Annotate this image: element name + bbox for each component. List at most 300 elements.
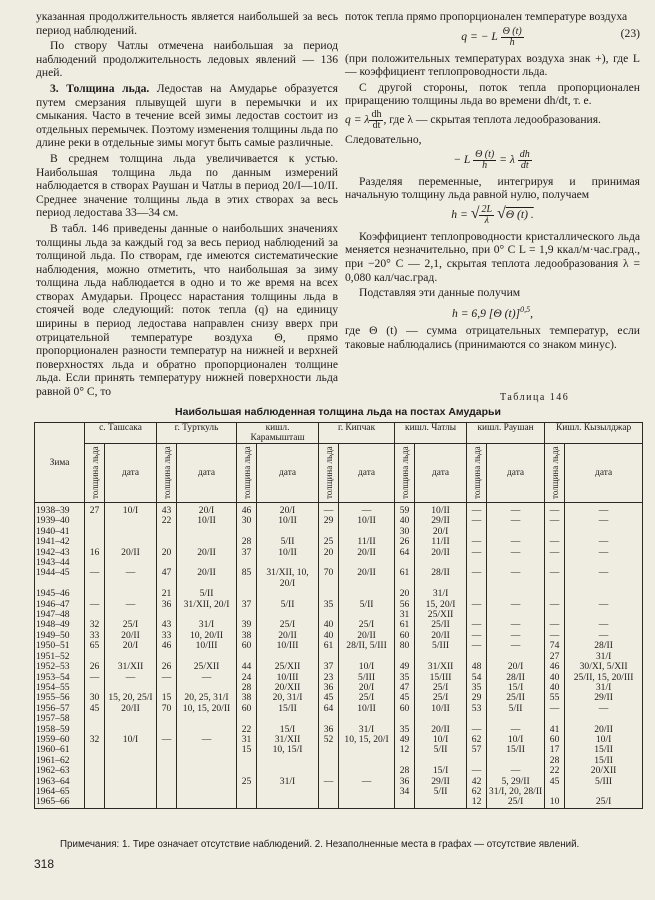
date-cell: 25/I <box>339 620 395 630</box>
thickness-cell <box>467 558 487 568</box>
winter-header: Зима <box>35 423 85 503</box>
date-cell <box>339 527 395 537</box>
date-cell <box>177 652 237 662</box>
thickness-cell <box>319 610 339 620</box>
thickness-cell: — <box>545 568 565 589</box>
table-row <box>35 735 643 745</box>
date-cell: 15/II <box>565 745 643 755</box>
date-cell: 20/I <box>257 503 319 517</box>
date-cell: 5/II <box>339 600 395 610</box>
date-cell <box>339 558 395 568</box>
thickness-cell <box>237 766 257 776</box>
date-cell: 20/II <box>177 548 237 558</box>
date-cell <box>565 610 643 620</box>
thickness-cell <box>85 527 105 537</box>
table-note: Примечания: 1. Тире означает отсутствие наблюдений. 2. Незаполненные места в графах — отсутствие явлений. <box>60 839 580 850</box>
date-cell <box>415 652 467 662</box>
thickness-cell: 28 <box>237 683 257 693</box>
thickness-cell: — <box>319 503 339 517</box>
date-cell <box>177 714 237 724</box>
thickness-cell: 61 <box>395 620 415 630</box>
date-cell <box>487 527 545 537</box>
thickness-cell <box>319 745 339 755</box>
date-cell <box>257 787 319 797</box>
table-row <box>35 641 643 651</box>
date-cell: 20/II <box>177 568 237 589</box>
fraction <box>479 205 494 226</box>
thickness-cell <box>157 652 177 662</box>
table-row <box>35 797 643 808</box>
winter-cell: 1947–48 <box>35 610 85 620</box>
date-cell: 5/II <box>177 589 237 599</box>
date-cell: 5/II <box>415 745 467 755</box>
winter-cell: 1954–55 <box>35 683 85 693</box>
thickness-cell: 48 <box>467 662 487 672</box>
thickness-cell <box>319 714 339 724</box>
date-cell <box>177 787 237 797</box>
date-cell <box>487 558 545 568</box>
date-cell <box>339 787 395 797</box>
date-cell <box>177 527 237 537</box>
thickness-cell: 35 <box>467 683 487 693</box>
date-subheader: дата <box>177 444 237 503</box>
date-cell <box>257 714 319 724</box>
date-cell: 5, 29/II <box>487 777 545 787</box>
denominator: λ <box>484 214 489 226</box>
date-cell: — <box>105 673 157 683</box>
table-row <box>35 537 643 547</box>
table-row <box>35 589 643 599</box>
date-cell: 31/I, 20, 28/II <box>487 787 545 797</box>
date-cell: 31/XII, 10, 20/I <box>257 568 319 589</box>
date-cell: 15/I <box>415 766 467 776</box>
thickness-subheader <box>157 444 177 503</box>
thickness-cell: 45 <box>395 693 415 703</box>
thickness-cell: 37 <box>319 662 339 672</box>
thickness-cell: 27 <box>545 652 565 662</box>
thickness-cell: — <box>545 631 565 641</box>
date-cell <box>105 558 157 568</box>
date-subheader: дата <box>565 444 643 503</box>
winter-cell: 1959–60 <box>35 735 85 745</box>
date-cell <box>415 558 467 568</box>
paragraph: (при положительных температурах воздуха знак +), где L — коэффициент теплопроводности льда. <box>345 51 640 79</box>
thickness-cell <box>85 516 105 526</box>
date-cell: 28/II <box>565 641 643 651</box>
thickness-cell: 61 <box>395 568 415 589</box>
equation-part: h = <box>451 207 468 221</box>
date-cell: 29/II <box>415 516 467 526</box>
date-cell: 31/I <box>565 652 643 662</box>
thickness-cell: 70 <box>157 704 177 714</box>
thickness-subheader <box>395 444 415 503</box>
thickness-cell: 53 <box>467 704 487 714</box>
date-cell <box>105 756 157 766</box>
numerator: dh <box>519 148 530 160</box>
thickness-cell <box>545 610 565 620</box>
date-cell: — <box>105 600 157 610</box>
thickness-cell: 22 <box>545 766 565 776</box>
thickness-cell: — <box>467 600 487 610</box>
winter-cell: 1946–47 <box>35 600 85 610</box>
station-header: г. Кипчак <box>319 423 395 444</box>
date-cell: 20/II <box>105 631 157 641</box>
page-number: 318 <box>34 857 55 871</box>
station-header: с. Ташсака <box>85 423 157 444</box>
thickness-cell: 74 <box>545 641 565 651</box>
thickness-cell: 46 <box>545 662 565 672</box>
date-cell: 20/II <box>415 548 467 558</box>
date-cell: 10, 15, 20/I <box>339 735 395 745</box>
date-cell: 25/I <box>487 797 545 808</box>
thickness-cell <box>319 756 339 766</box>
thickness-subheader <box>319 444 339 503</box>
winter-cell: 1944–45 <box>35 568 85 589</box>
date-cell: 20/II <box>339 548 395 558</box>
thickness-cell <box>237 756 257 766</box>
thickness-cell <box>85 589 105 599</box>
station-header: кишл. Карамышташ <box>237 423 319 444</box>
thickness-cell: 29 <box>467 693 487 703</box>
thickness-cell: 28 <box>395 766 415 776</box>
equation-part: − L <box>453 152 471 166</box>
thickness-cell <box>395 756 415 766</box>
thickness-cell <box>157 537 177 547</box>
left-text-column <box>36 10 338 401</box>
thickness-cell: 36 <box>157 600 177 610</box>
date-cell: 15/III <box>415 673 467 683</box>
date-cell: 20/II <box>339 631 395 641</box>
thickness-cell: 60 <box>545 735 565 745</box>
table-row <box>35 662 643 672</box>
table-row <box>35 673 643 683</box>
equation-part: Θ (t) . <box>505 207 534 221</box>
thickness-cell: 20 <box>157 548 177 558</box>
paragraph: В среднем толщина льда увеличивается к устью. Наибольшая толщина льда по данным измерений наблюдается в створах Раушан и Чатлы в период 20/I—10/II. Среднее значение толщины льда в этих створах за весь период ледостава 33—34 см. <box>36 151 338 220</box>
thickness-cell: 12 <box>467 797 487 808</box>
thickness-cell <box>319 766 339 776</box>
date-cell: — <box>487 620 545 630</box>
denominator: h <box>482 159 488 171</box>
winter-cell: 1945–46 <box>35 589 85 599</box>
date-cell <box>257 766 319 776</box>
date-cell: 28/II <box>415 568 467 589</box>
date-cell: 20/XII <box>565 766 643 776</box>
date-cell: 20/I <box>487 662 545 672</box>
date-cell: 25/XII <box>415 610 467 620</box>
date-cell <box>339 714 395 724</box>
paragraph <box>345 110 640 131</box>
thickness-cell <box>157 725 177 735</box>
table-row <box>35 548 643 558</box>
table-row <box>35 787 643 797</box>
thickness-cell <box>85 714 105 724</box>
date-cell: 11/II <box>415 537 467 547</box>
date-cell: 15, 20/I <box>415 600 467 610</box>
date-cell: 5/II <box>257 537 319 547</box>
numerator: Θ (t) <box>502 25 522 37</box>
date-cell: 25/I <box>415 683 467 693</box>
date-cell <box>105 537 157 547</box>
date-cell: — <box>487 641 545 651</box>
thickness-cell: — <box>467 537 487 547</box>
winter-cell: 1941–42 <box>35 537 85 547</box>
date-cell: 5/II <box>415 787 467 797</box>
winter-cell: 1965–66 <box>35 797 85 808</box>
thickness-cell: — <box>545 620 565 630</box>
date-cell <box>487 652 545 662</box>
thickness-cell: 59 <box>395 503 415 517</box>
thickness-cell <box>157 787 177 797</box>
date-cell: 25/I <box>257 620 319 630</box>
date-cell: 5/II <box>257 600 319 610</box>
thickness-cell <box>85 558 105 568</box>
thickness-subheader-label: толщина льда <box>471 446 482 500</box>
date-cell <box>487 756 545 766</box>
thickness-cell: 45 <box>85 704 105 714</box>
date-cell: — <box>177 673 237 683</box>
date-cell: 25/I <box>415 693 467 703</box>
fraction <box>369 110 383 131</box>
paragraph: Коэффициент теплопроводности кристаллического льда меняется незначительно, при 0° С L = 1,9 ккал/м·час.град., при −20° С — 2,1, скрытая теплота ледообразования λ = 0,080 кал/час.град. <box>345 229 640 284</box>
table-row <box>35 714 643 724</box>
thickness-cell <box>85 610 105 620</box>
date-cell: 20/I <box>415 527 467 537</box>
date-cell: — <box>565 503 643 517</box>
date-cell: — <box>339 777 395 787</box>
date-cell: 31/XII <box>257 735 319 745</box>
winter-cell: 1960–61 <box>35 745 85 755</box>
date-cell: 10/II <box>339 516 395 526</box>
thickness-cell <box>237 527 257 537</box>
thickness-cell: — <box>467 725 487 735</box>
thickness-cell: 16 <box>85 548 105 558</box>
thickness-cell <box>85 745 105 755</box>
date-cell: 29/II <box>415 777 467 787</box>
thickness-cell: — <box>545 537 565 547</box>
date-subheader: дата <box>415 444 467 503</box>
section-heading: 3. Толщина льда. <box>50 81 150 95</box>
thickness-cell: 42 <box>467 777 487 787</box>
date-cell: 20/II <box>105 548 157 558</box>
date-cell: 5/III <box>415 641 467 651</box>
table-row <box>35 631 643 641</box>
equation <box>345 303 640 320</box>
right-text-column <box>345 10 640 353</box>
thickness-cell: 15 <box>157 693 177 703</box>
date-cell <box>105 797 157 808</box>
thickness-cell <box>545 589 565 599</box>
table-row <box>35 652 643 662</box>
date-cell <box>487 714 545 724</box>
winter-cell: 1951–52 <box>35 652 85 662</box>
date-cell: 10/III <box>257 673 319 683</box>
date-cell: — <box>565 548 643 558</box>
date-cell <box>565 787 643 797</box>
thickness-cell: 12 <box>395 745 415 755</box>
date-subheader: дата <box>105 444 157 503</box>
date-cell: 15/II <box>487 745 545 755</box>
date-cell: 15/I <box>487 683 545 693</box>
thickness-cell <box>319 787 339 797</box>
date-cell: — <box>565 600 643 610</box>
winter-cell: 1962–63 <box>35 766 85 776</box>
date-cell <box>339 797 395 808</box>
thickness-cell: 43 <box>157 620 177 630</box>
thickness-cell: 28 <box>545 756 565 766</box>
thickness-cell <box>395 714 415 724</box>
date-cell: 25/I <box>565 797 643 808</box>
thickness-cell: 27 <box>85 503 105 517</box>
exponent: 0,5 <box>520 304 531 314</box>
date-subheader: дата <box>339 444 395 503</box>
date-cell <box>415 714 467 724</box>
date-cell: 28/II, 5/III <box>339 641 395 651</box>
table-row <box>35 777 643 787</box>
date-cell: — <box>565 704 643 714</box>
thickness-cell <box>157 745 177 755</box>
date-subheader: дата <box>487 444 545 503</box>
paragraph: Разделяя переменные, интегрируя и принимая начальную толщину льда равной нулю, получаем <box>345 174 640 202</box>
thickness-cell: 40 <box>319 620 339 630</box>
thickness-cell <box>85 777 105 787</box>
date-cell: 10/I <box>105 503 157 517</box>
thickness-cell: 15 <box>237 745 257 755</box>
date-cell: 20/I <box>339 683 395 693</box>
thickness-cell: — <box>467 620 487 630</box>
date-cell: 20/II <box>339 568 395 589</box>
date-cell: 5/III <box>565 777 643 787</box>
thickness-cell <box>157 766 177 776</box>
thickness-cell <box>85 683 105 693</box>
date-cell: 20/II <box>415 631 467 641</box>
date-cell: 31/I <box>415 589 467 599</box>
date-cell <box>257 610 319 620</box>
thickness-cell: — <box>467 631 487 641</box>
date-cell <box>105 610 157 620</box>
date-cell: — <box>487 725 545 735</box>
thickness-subheader <box>237 444 257 503</box>
date-cell: 10/I <box>487 735 545 745</box>
date-cell: 20/II <box>257 631 319 641</box>
thickness-cell: — <box>467 503 487 517</box>
thickness-cell: 57 <box>467 745 487 755</box>
date-cell: 10/II <box>177 516 237 526</box>
thickness-cell <box>237 787 257 797</box>
thickness-subheader-label: толщина льда <box>399 446 410 500</box>
table-row <box>35 766 643 776</box>
date-cell: 25/I <box>339 693 395 703</box>
thickness-cell <box>467 714 487 724</box>
thickness-cell: 25 <box>319 537 339 547</box>
thickness-cell: 60 <box>237 641 257 651</box>
thickness-cell <box>545 558 565 568</box>
date-cell <box>105 725 157 735</box>
date-cell <box>177 610 237 620</box>
thickness-cell: 85 <box>237 568 257 589</box>
date-cell: 15/II <box>257 704 319 714</box>
date-cell: 20, 31/I <box>257 693 319 703</box>
thickness-cell: 36 <box>319 725 339 735</box>
thickness-cell: 44 <box>237 662 257 672</box>
denominator: dt <box>372 119 381 131</box>
date-cell: 31/I <box>257 777 319 787</box>
date-cell: 20/I <box>177 503 237 517</box>
thickness-cell: 23 <box>319 673 339 683</box>
thickness-cell: 39 <box>237 620 257 630</box>
thickness-cell: 45 <box>319 693 339 703</box>
denominator: dt <box>520 159 529 171</box>
date-cell <box>565 527 643 537</box>
thickness-cell <box>157 714 177 724</box>
date-cell: 20/XII <box>257 683 319 693</box>
thickness-cell: 60 <box>395 631 415 641</box>
date-cell: 31/I <box>565 683 643 693</box>
thickness-cell: 29 <box>319 516 339 526</box>
date-cell: 29/II <box>565 693 643 703</box>
winter-cell: 1938–39 <box>35 503 85 517</box>
date-cell <box>565 714 643 724</box>
thickness-cell: 40 <box>319 631 339 641</box>
date-cell: — <box>105 568 157 589</box>
date-cell: — <box>487 766 545 776</box>
table-row <box>35 527 643 537</box>
thickness-cell <box>395 797 415 808</box>
thickness-cell <box>467 756 487 766</box>
thickness-cell <box>157 527 177 537</box>
table-row <box>35 503 643 517</box>
thickness-cell <box>319 527 339 537</box>
date-cell <box>105 787 157 797</box>
thickness-cell <box>85 652 105 662</box>
denominator: h <box>509 36 515 48</box>
thickness-cell: 40 <box>545 673 565 683</box>
table-row <box>35 756 643 766</box>
table-row <box>35 683 643 693</box>
date-cell <box>177 756 237 766</box>
date-cell: 31/XII, 20/I <box>177 600 237 610</box>
winter-cell: 1964–65 <box>35 787 85 797</box>
date-cell: 10/II <box>257 516 319 526</box>
thickness-cell: 22 <box>157 516 177 526</box>
table-row <box>35 745 643 755</box>
thickness-cell <box>319 652 339 662</box>
equation-number: (23) <box>620 26 640 40</box>
date-cell <box>339 766 395 776</box>
date-cell: 20/II <box>565 725 643 735</box>
date-cell: — <box>565 631 643 641</box>
date-cell: — <box>487 537 545 547</box>
table-row <box>35 516 643 526</box>
thickness-cell: 37 <box>237 548 257 558</box>
thickness-cell <box>319 589 339 599</box>
date-cell: — <box>487 568 545 589</box>
thickness-cell: 60 <box>395 704 415 714</box>
ice-thickness-table <box>34 422 643 809</box>
thickness-cell: — <box>467 766 487 776</box>
date-cell <box>177 766 237 776</box>
date-cell <box>105 714 157 724</box>
date-cell: 10, 15, 20/II <box>177 704 237 714</box>
date-cell: 5/II <box>487 704 545 714</box>
date-cell: 31/XII <box>415 662 467 672</box>
thickness-cell <box>237 797 257 808</box>
thickness-cell: 30 <box>395 527 415 537</box>
date-cell: 5/III <box>339 673 395 683</box>
thickness-cell: 10 <box>545 797 565 808</box>
thickness-cell: 35 <box>395 673 415 683</box>
thickness-cell: — <box>157 735 177 745</box>
